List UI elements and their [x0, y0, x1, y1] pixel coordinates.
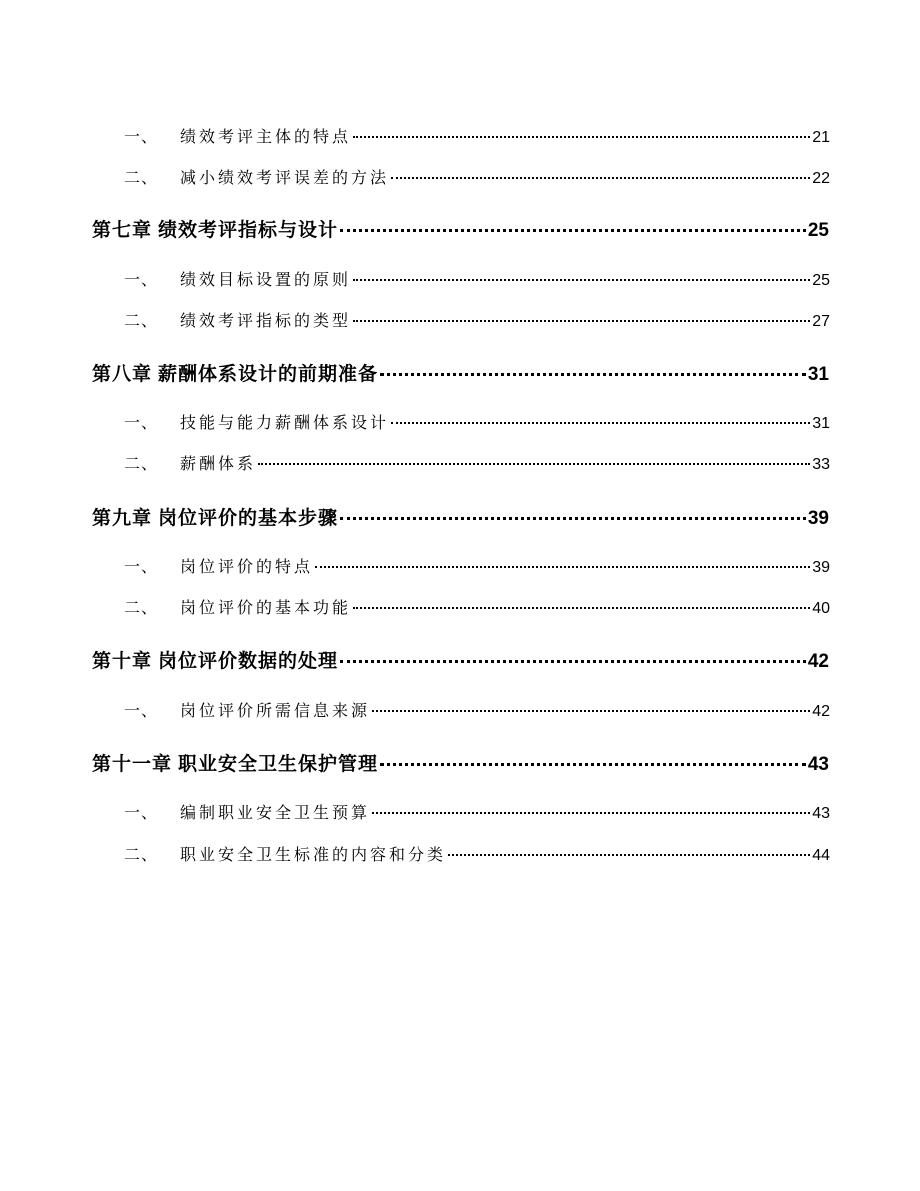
- toc-page-number: 27: [812, 313, 830, 330]
- toc-entry-number: 二、: [124, 311, 159, 330]
- toc-entry-title: 绩效考评指标与设计: [158, 219, 339, 241]
- toc-chapter-entry[interactable]: [92, 215, 829, 242]
- dot-leader: [448, 854, 810, 856]
- toc-entry-title: 编制职业安全卫生预算: [180, 803, 371, 822]
- toc-page-number: 39: [807, 508, 829, 529]
- toc-entry-number: 第九章: [92, 507, 153, 529]
- toc-section-entry[interactable]: [124, 800, 830, 823]
- toc-entry-number: 第十一章: [92, 753, 173, 775]
- toc-entry-title: 薪酬体系设计的前期准备: [158, 363, 379, 385]
- toc-entry-number: 第十章: [92, 650, 153, 672]
- toc-section-entry[interactable]: [124, 451, 830, 474]
- toc-page-number: 25: [812, 272, 830, 289]
- toc-entry-number: 一、: [124, 701, 159, 720]
- toc-entry-title: 技能与能力薪酬体系设计: [180, 413, 390, 432]
- toc-section-entry[interactable]: [124, 595, 830, 618]
- toc-page-number: 43: [807, 754, 829, 775]
- toc-section-entry[interactable]: [124, 267, 830, 290]
- toc-entry-number: 二、: [124, 598, 159, 617]
- toc-entry-title: 岗位评价所需信息来源: [180, 701, 371, 720]
- toc-chapter-entry[interactable]: [92, 749, 829, 776]
- dot-leader: [258, 463, 810, 465]
- toc-section-entry[interactable]: [124, 554, 830, 577]
- toc-entry-number: 一、: [124, 557, 159, 576]
- toc-entry-number: 一、: [124, 413, 159, 432]
- toc-page-number: 31: [812, 415, 830, 432]
- toc-entry-title: 岗位评价的特点: [180, 557, 314, 576]
- toc-page-number: 31: [807, 364, 829, 385]
- toc-page-number: 44: [812, 847, 830, 864]
- toc-entry-number: 一、: [124, 127, 159, 146]
- dot-leader: [353, 136, 810, 138]
- toc-entry-title: 薪酬体系: [180, 454, 257, 473]
- dot-leader: [353, 607, 810, 609]
- toc-entry-number: 二、: [124, 168, 159, 187]
- toc-page-number: 40: [812, 600, 830, 617]
- toc-page-number: 39: [812, 559, 830, 576]
- toc-entry-number: 二、: [124, 845, 159, 864]
- dot-leader: [340, 229, 806, 232]
- dot-leader: [380, 373, 806, 376]
- toc-section-entry[interactable]: [124, 308, 830, 331]
- toc-entry-number: 第七章: [92, 219, 153, 241]
- toc-entry-title: 岗位评价数据的处理: [158, 650, 339, 672]
- toc-page-number: 42: [812, 703, 830, 720]
- dot-leader: [340, 517, 806, 520]
- dot-leader: [315, 566, 810, 568]
- toc-entry-title: 绩效目标设置的原则: [180, 270, 352, 289]
- toc-page-number: 22: [812, 170, 830, 187]
- toc-page-number: 43: [812, 805, 830, 822]
- toc-section-entry[interactable]: [124, 410, 830, 433]
- dot-leader: [353, 320, 810, 322]
- dot-leader: [372, 710, 810, 712]
- toc-entry-number: 一、: [124, 270, 159, 289]
- toc-chapter-entry[interactable]: [92, 359, 829, 386]
- toc-page-number: 42: [807, 651, 829, 672]
- toc-section-entry[interactable]: [124, 842, 830, 865]
- toc-entry-number: 一、: [124, 803, 159, 822]
- toc-entry-title: 岗位评价的基本步骤: [158, 507, 339, 529]
- toc-page-number: 25: [807, 220, 829, 241]
- toc-chapter-entry[interactable]: [92, 503, 829, 530]
- toc-entry-title: 减小绩效考评误差的方法: [180, 168, 390, 187]
- toc-entry-number: 第八章: [92, 363, 153, 385]
- dot-leader: [372, 812, 810, 814]
- toc-entry-title: 职业安全卫生保护管理: [178, 753, 379, 775]
- toc-entry-title: 绩效考评主体的特点: [180, 127, 352, 146]
- toc-entry-number: 二、: [124, 454, 159, 473]
- toc-page-number: 33: [812, 456, 830, 473]
- toc-entry-title: 岗位评价的基本功能: [180, 598, 352, 617]
- toc-section-entry[interactable]: [124, 698, 830, 721]
- dot-leader: [391, 177, 810, 179]
- toc-section-entry[interactable]: [124, 165, 830, 188]
- toc-section-entry[interactable]: [124, 124, 830, 147]
- dot-leader: [340, 660, 806, 663]
- dot-leader: [353, 279, 810, 281]
- toc-entry-title: 绩效考评指标的类型: [180, 311, 352, 330]
- toc-chapter-entry[interactable]: [92, 646, 829, 673]
- dot-leader: [391, 422, 810, 424]
- dot-leader: [380, 763, 806, 766]
- toc-entry-title: 职业安全卫生标准的内容和分类: [180, 845, 447, 864]
- toc-page-number: 21: [812, 129, 830, 146]
